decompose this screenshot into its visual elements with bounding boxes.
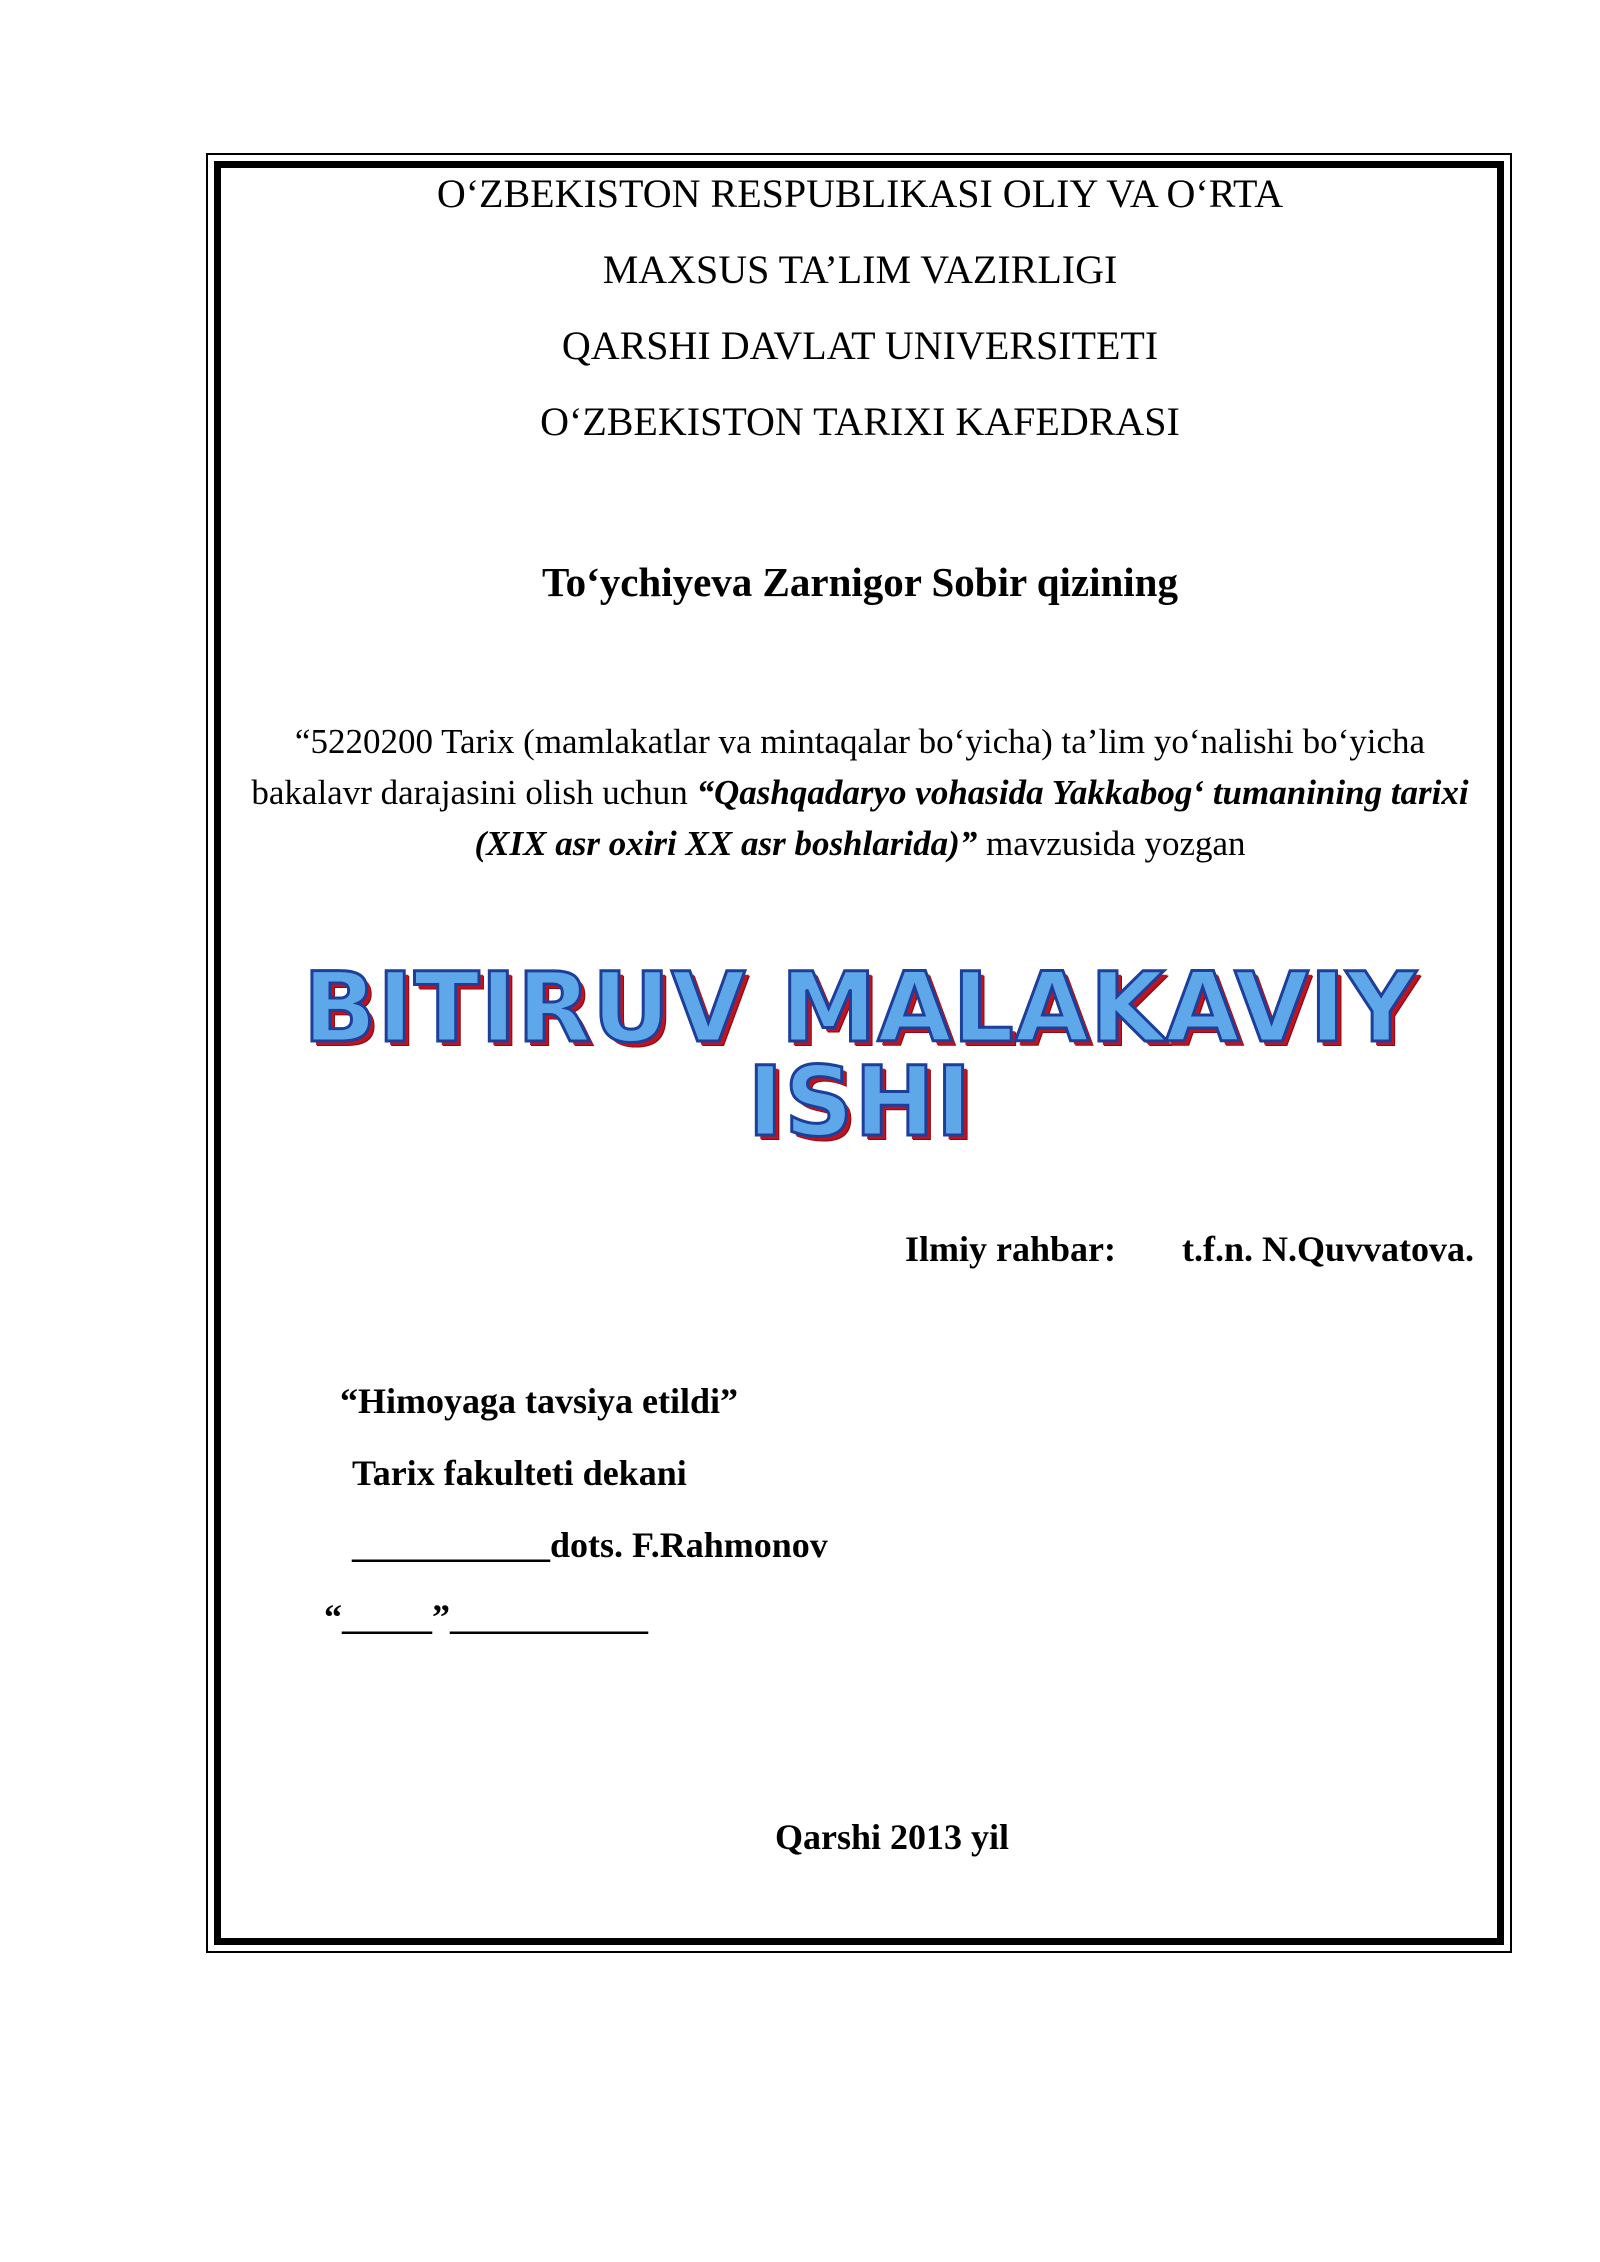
dean-title: Tarix fakulteti dekani (352, 1453, 687, 1493)
approval-recommended: “Himoyaga tavsiya etildi” (340, 1381, 738, 1421)
place-and-year: Qarshi 2013 yil (775, 1817, 1010, 1857)
ministry-line-1: O‘ZBEKISTON RESPUBLIKASI OLIY VA O‘RTA (436, 171, 1284, 216)
work-title-line-2: ISHI (747, 1046, 973, 1158)
supervisor-name: t.f.n. N.Quvvatova. (1182, 1229, 1475, 1269)
description-intro: “5220200 Tarix (mamlakatlar va mintaqalar bo‘yicha) ta’lim yo‘nalishi bo‘yicha bakalavr darajasini olish uchun (251, 722, 1426, 812)
work-title-line-1: BITIRUV MALAKAVIY (303, 952, 1417, 1064)
student-name: To‘ychiyeva Zarnigor Sobir qizining (541, 559, 1178, 605)
thesis-description (236, 716, 1484, 869)
thesis-topic: “Qashqadaryo vohasida Yakkabog‘ tumanining tarixi (XIX asr oxiri XX asr boshlarida)” (474, 773, 1469, 863)
supervisor-label: Ilmiy rahbar: (905, 1229, 1116, 1269)
university-name: QARSHI DAVLAT UNIVERSITETI (561, 323, 1159, 368)
dean-signature: ___________dots. F.Rahmonov (352, 1525, 828, 1565)
ministry-line-2: MAXSUS TA’LIM VAZIRLIGI (602, 247, 1118, 292)
description-outro: mavzusida yozgan (977, 824, 1246, 863)
department-name: O‘ZBEKISTON TARIXI KAFEDRASI (540, 399, 1180, 444)
date-line: “_____”___________ (324, 1597, 648, 1637)
